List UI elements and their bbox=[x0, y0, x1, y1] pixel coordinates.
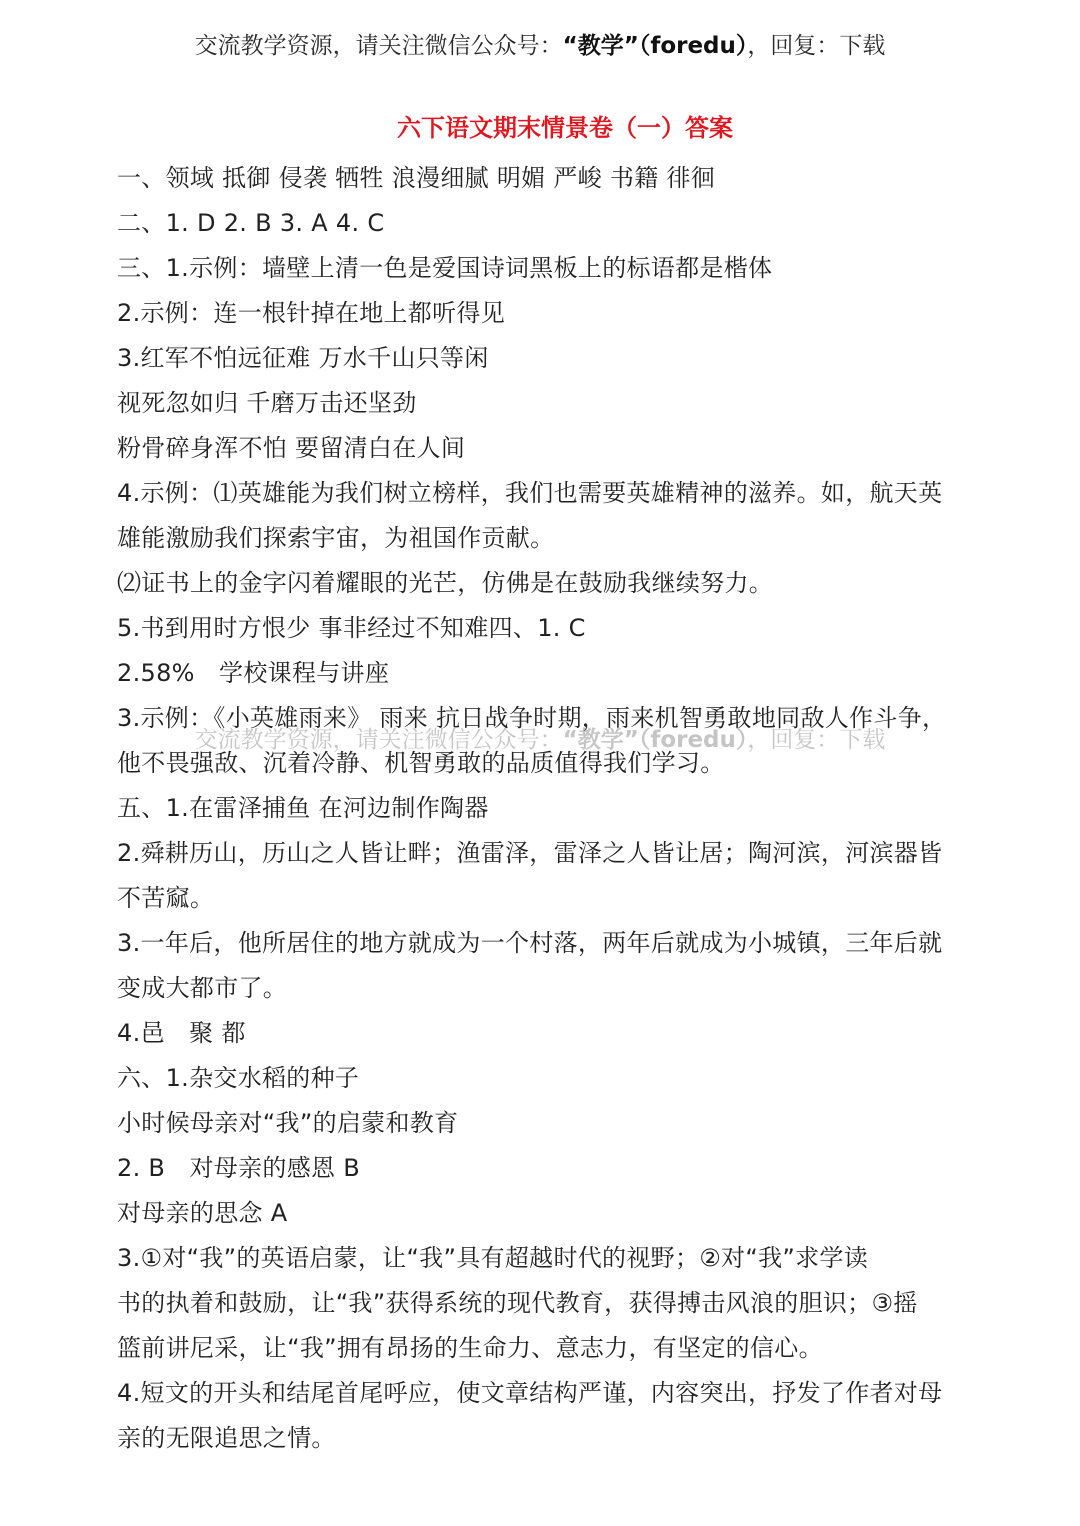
header-suffix: ，回复：下载 bbox=[747, 33, 886, 59]
answer-line: 3.一年后，他所居住的地方就成为一个村落，两年后就成为小城镇，三年后就 bbox=[117, 929, 943, 957]
watermark-id: （foredu） bbox=[638, 727, 748, 753]
answer-line: 3.示例：《小英雄雨来》 雨来 抗日战争时期，雨来机智勇敢地同敌人作斗争， bbox=[117, 704, 947, 732]
answer-content bbox=[117, 156, 1017, 1461]
answer-line: 粉骨碎身浑不怕 要留清白在人间 bbox=[117, 434, 466, 462]
answer-line: 2. B 对母亲的感恩 B bbox=[117, 1154, 360, 1182]
answer-line: 视死忽如归 千磨万击还坚劲 bbox=[117, 389, 417, 417]
answer-line: 二、1. D 2. B 3. A 4. C bbox=[117, 209, 385, 237]
answer-line: 不苦窳。 bbox=[117, 884, 215, 912]
answer-line: 亲的无限追思之情。 bbox=[117, 1424, 336, 1452]
answer-line: 5.书到用时方恨少 事非经过不知难四、1. C bbox=[117, 614, 586, 642]
answer-line: 4.示例：⑴英雄能为我们树立榜样，我们也需要英雄精神的滋养。如，航天英 bbox=[117, 479, 943, 507]
answer-line: 篮前讲尼采，让“我”拥有昂扬的生命力、意志力，有坚定的信心。 bbox=[117, 1334, 823, 1362]
answer-line: 3.①对“我”的英语启蒙，让“我”具有超越时代的视野；②对“我”求学读 bbox=[117, 1244, 869, 1272]
answer-line: ⑵证书上的金字闪着耀眼的光芒，仿佛是在鼓励我继续努力。 bbox=[117, 569, 774, 597]
answer-line: 他不畏强敌、沉着冷静、机智勇敢的品质值得我们学习。 bbox=[117, 749, 725, 777]
answer-line: 小时候母亲对“我”的启蒙和教育 bbox=[117, 1109, 459, 1137]
answer-line: 书的执着和鼓励，让“我”获得系统的现代教育，获得搏击风浪的胆识；③摇 bbox=[117, 1289, 918, 1317]
watermark-suffix: ，回复：下载 bbox=[747, 727, 886, 753]
header-id: （foredu） bbox=[638, 33, 748, 59]
answer-line: 2.舜耕历山，历山之人皆让畔；渔雷泽，雷泽之人皆让居；陶河滨，河滨器皆 bbox=[117, 839, 943, 867]
answer-line: 雄能激励我们探索宇宙，为祖国作贡献。 bbox=[117, 524, 555, 552]
answer-line: 4.短文的开头和结尾首尾呼应，使文章结构严谨，内容突出，抒发了作者对母 bbox=[117, 1379, 943, 1407]
answer-line: 五、1.在雷泽捕鱼 在河边制作陶器 bbox=[117, 794, 489, 822]
answer-line: 三、1.示例：墙壁上清一色是爱国诗词黑板上的标语都是楷体 bbox=[117, 254, 773, 282]
answer-line: 变成大都市了。 bbox=[117, 974, 288, 1002]
watermark-account: “教学” bbox=[562, 727, 639, 753]
answer-line: 六、1.杂交水稻的种子 bbox=[117, 1064, 360, 1092]
answer-line: 4.邑 聚 都 bbox=[117, 1019, 246, 1047]
watermark-prefix: 交流教学资源，请关注微信公众号： bbox=[194, 727, 563, 753]
answer-line: 3.红军不怕远征难 万水千山只等闲 bbox=[117, 344, 489, 372]
header-account: “教学” bbox=[562, 33, 639, 59]
answer-line: 2.58% 学校课程与讲座 bbox=[117, 659, 390, 687]
document-title: 六下语文期末情景卷（一）答案 bbox=[397, 114, 733, 142]
answer-line: 一、领域 抵御 侵袭 牺牲 浪漫细腻 明媚 严峻 书籍 徘徊 bbox=[117, 164, 716, 192]
header-notice bbox=[0, 30, 1080, 62]
answer-line: 2.示例：连一根针掉在地上都听得见 bbox=[117, 299, 505, 327]
header-prefix: 交流教学资源，请关注微信公众号： bbox=[194, 33, 563, 59]
answer-line: 对母亲的思念 A bbox=[117, 1199, 288, 1227]
